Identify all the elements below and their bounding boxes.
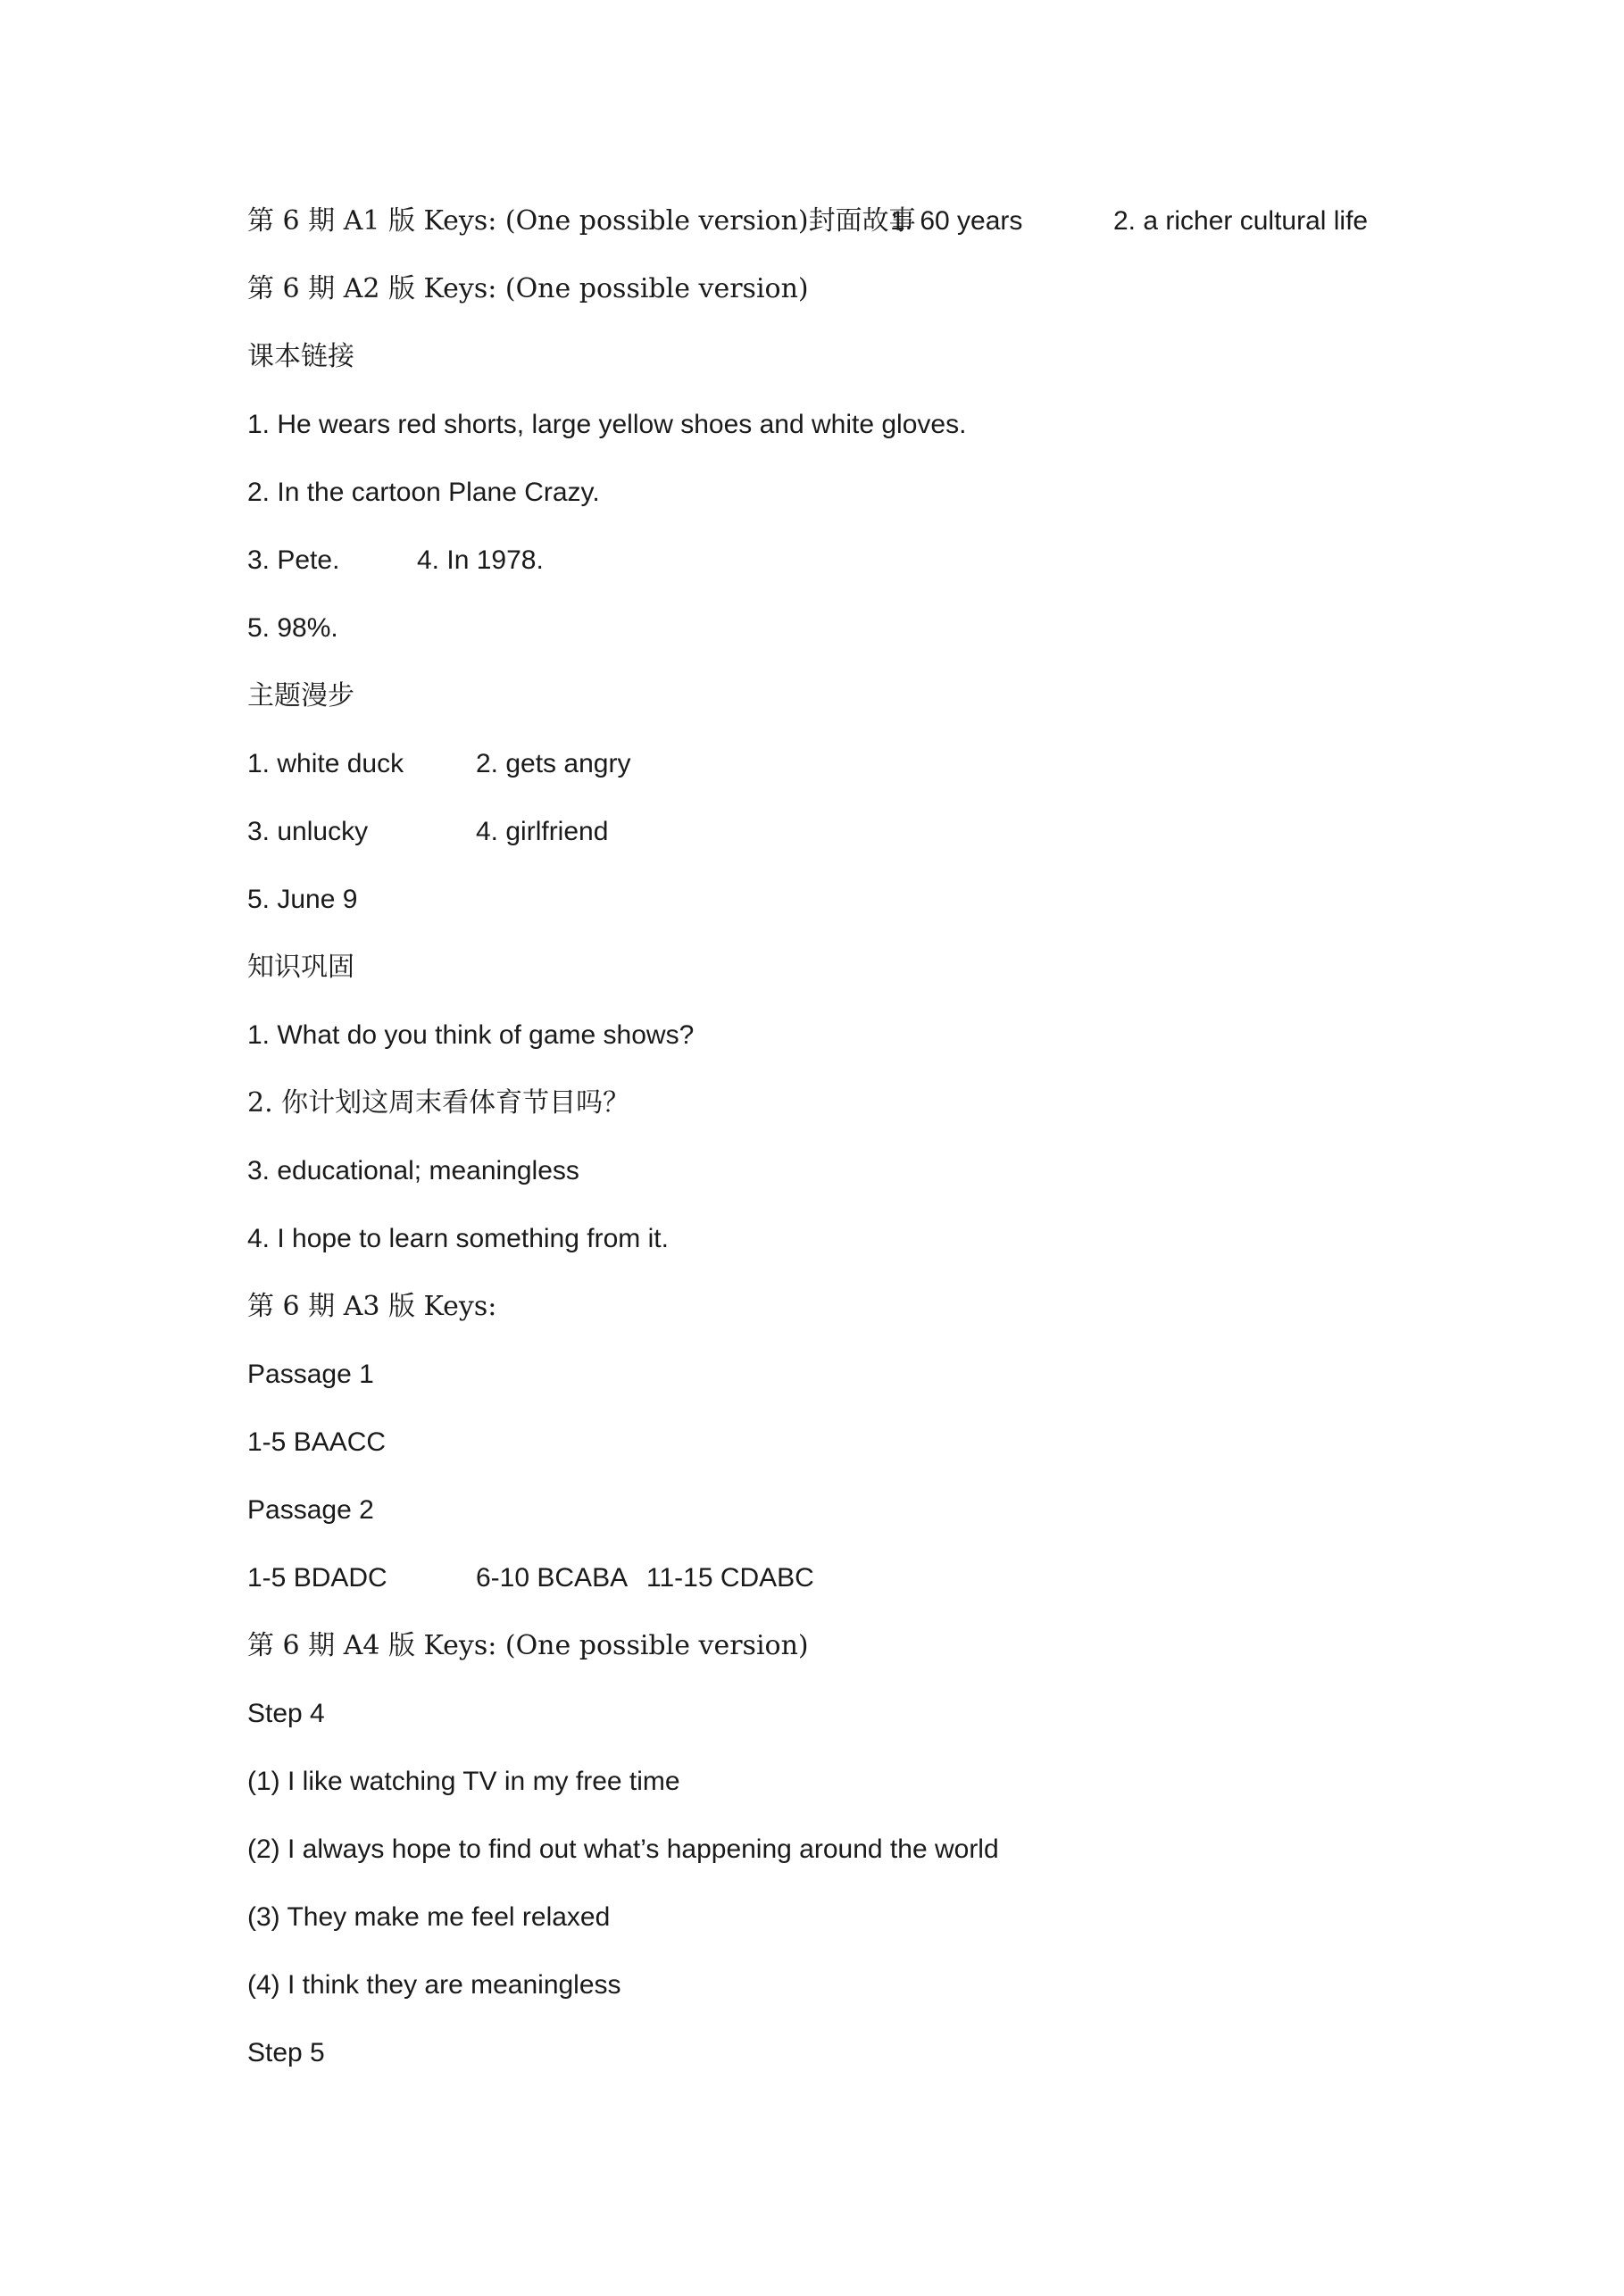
answer-text: 5. June 9 (247, 885, 358, 914)
answer-text: (4) I think they are meaningless (247, 1970, 621, 2000)
answer-text: (3) They make me feel relaxed (247, 1902, 611, 1932)
answer-text: 1. What do you think of game shows? (247, 1020, 695, 1050)
answer-text: 4. I hope to learn something from it. (247, 1224, 669, 1253)
answer-text: 2. 你计划这周末看体育节目吗？ (247, 1087, 630, 1119)
a4-heading-text: 第 6 期 A4 版 Keys: (One possible version) (247, 1630, 809, 1661)
answer-text: 3. Pete. (247, 545, 340, 575)
answer-text: 4. girlfriend (476, 817, 609, 846)
a2-heading-text: 第 6 期 A2 版 Keys: (One possible version) (247, 273, 809, 304)
answer-text: 11-15 CDABC (646, 1563, 814, 1593)
answer-text: 1-5 BDADC (247, 1563, 387, 1593)
step-label-text: Step 4 (247, 1699, 325, 1728)
answer-text: 2. In the cartoon Plane Crazy. (247, 478, 600, 507)
answer-text: 3. unlucky (247, 817, 369, 846)
answer-text: 5. 98%. (247, 613, 338, 643)
answer-text: 6-10 BCABA (476, 1563, 629, 1593)
section-heading-text: 课本链接 (247, 341, 354, 372)
answer-text: 3. educational; meaningless (247, 1156, 579, 1185)
answer-text: 1. white duck (247, 749, 404, 778)
answer-text: 4. In 1978. (417, 545, 544, 575)
answer-text: 2. gets angry (476, 749, 631, 778)
answer-text: (2) I always hope to find out what’s happening around the world (247, 1834, 999, 1864)
a1-heading: 第 6 期 A1 版 Keys: (One possible version)封面故事 (247, 205, 916, 237)
a1-answer-1: 1. 60 years (890, 206, 1023, 236)
answer-text: 1. He wears red shorts, large yellow shoes and white gloves. (247, 410, 967, 439)
passage-label-text: Passage 1 (247, 1360, 374, 1389)
answer-text: (1) I like watching TV in my free time (247, 1767, 680, 1796)
a3-heading-text: 第 6 期 A3 版 Keys: (247, 1291, 497, 1322)
step-label-text: Step 5 (247, 2038, 325, 2067)
section-heading-text: 主题漫步 (247, 680, 354, 711)
section-heading-text: 知识巩固 (247, 952, 354, 983)
passage-label-text: Passage 2 (247, 1495, 374, 1525)
a1-answer-2: 2. a richer cultural life (1113, 206, 1369, 236)
answer-text: 1-5 BAACC (247, 1427, 387, 1457)
